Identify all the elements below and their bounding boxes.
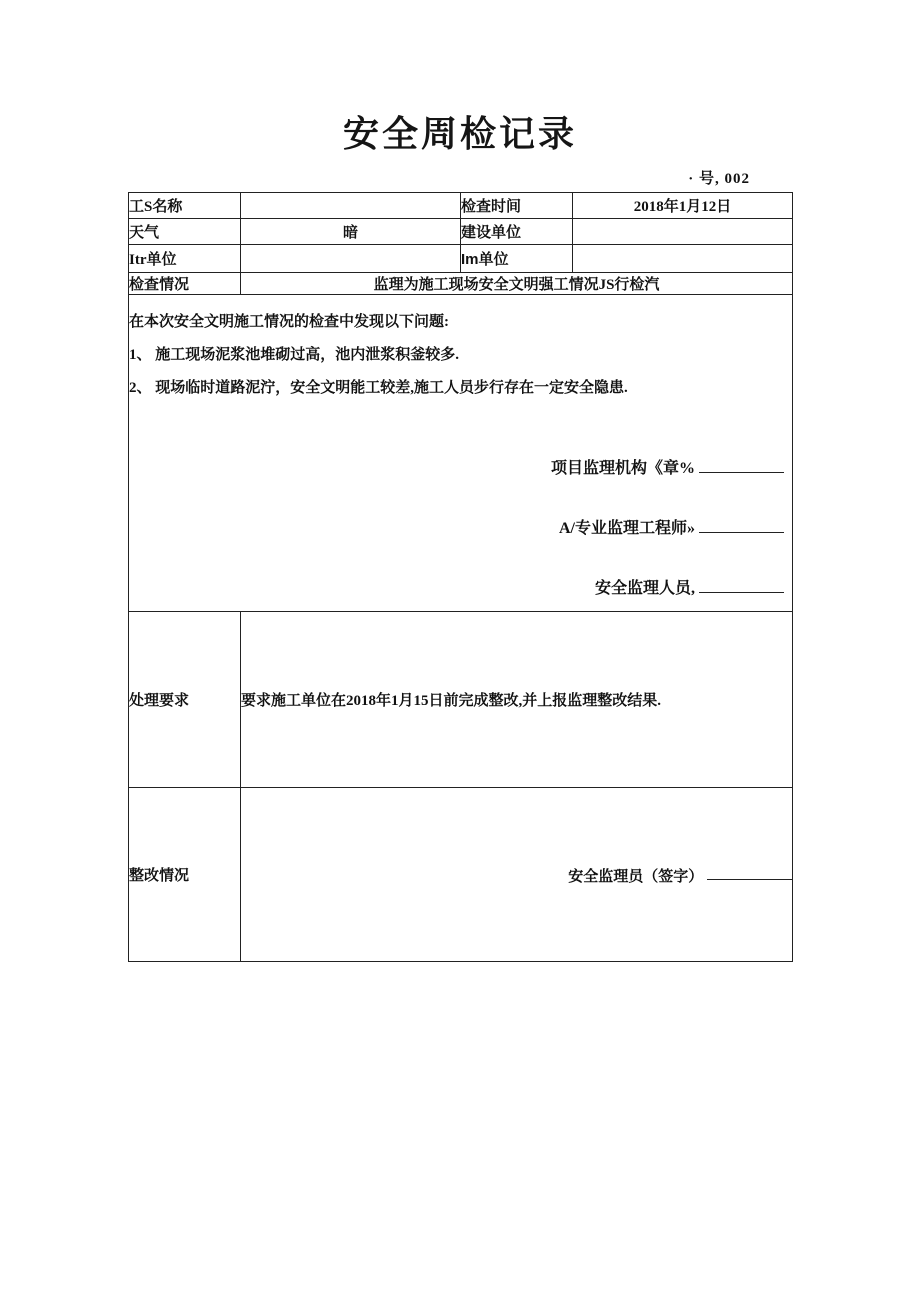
signature-safety-blank [699, 575, 784, 593]
supervision-unit-value [573, 245, 793, 273]
rectification-content [241, 788, 793, 962]
weather-label: 天气 [129, 219, 241, 245]
rectification-sign-label: 安全监理员（签字） [568, 868, 704, 885]
row-inspection-status [129, 273, 793, 295]
row-findings [129, 295, 793, 612]
row-units [129, 245, 793, 273]
construction-unit-label: 建设单位 [461, 219, 573, 245]
project-name-label: 工S名称 [129, 193, 241, 219]
signature-org-blank [699, 455, 784, 473]
supervision-unit-label: Im单位 [461, 245, 573, 273]
rectification-sign-blank [707, 864, 792, 881]
inspection-time-value: 2018年1月12日 [573, 193, 793, 219]
rectification-label: 整改情况 [129, 788, 241, 962]
signature-line-org [129, 455, 792, 478]
signature-safety-label: 安全监理人员, [594, 580, 695, 597]
inspection-status-label: 检查情况 [129, 273, 241, 295]
weather-value: 暗 [241, 219, 461, 245]
row-handling [129, 612, 793, 788]
signature-engineer-label: A/专业监理工程师» [558, 520, 695, 537]
contractor-unit-label: Itr单位 [129, 245, 241, 273]
signature-line-safety [129, 575, 792, 598]
inspection-status-value: 监理为施工现场安全文明强工情况JS行检汽 [241, 273, 793, 295]
signature-engineer-blank [699, 515, 784, 533]
findings-cell [129, 295, 793, 612]
construction-unit-value [573, 219, 793, 245]
row-weather [129, 219, 793, 245]
page-title: 安全周检记录 [342, 114, 577, 154]
finding-item-1: 1、 施工现场泥浆池堆砌过高，池内泄浆积釜较多. [129, 347, 460, 363]
signature-line-engineer [129, 515, 792, 538]
findings-intro: 在本次安全文明施工情况的检查中发现以下问题: [129, 314, 449, 330]
contractor-unit-value [241, 245, 461, 273]
signature-org-label: 项目监理机构《章% [550, 460, 695, 477]
finding-item-2: 2、 现场临时道路泥泞，安全文明能工较差,施工人员步行存在一定安全隐患. [129, 380, 628, 396]
row-project [129, 193, 793, 219]
inspection-form-table [128, 192, 793, 962]
row-rectification [129, 788, 793, 962]
inspection-time-label: 检查时间 [461, 193, 573, 219]
project-name-value [241, 193, 461, 219]
handling-content: 要求施工单位在2018年1月15日前完成整改,并上报监理整改结果. [241, 612, 793, 788]
handling-label: 处理要求 [129, 612, 241, 788]
doc-number: · 号, 002 [688, 171, 750, 187]
document-content [128, 0, 792, 962]
